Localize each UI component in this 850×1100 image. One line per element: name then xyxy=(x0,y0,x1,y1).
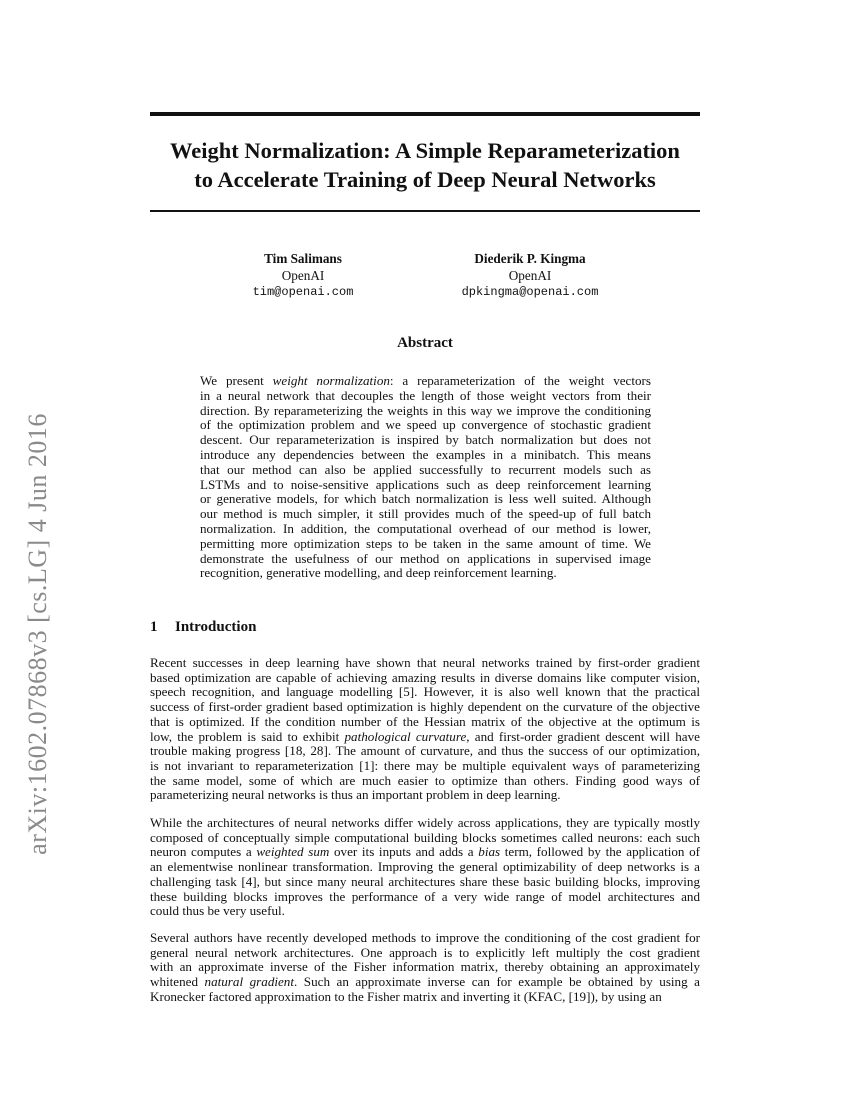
arxiv-stamp: arXiv:1602.07868v3 [cs.LG] 4 Jun 2016 xyxy=(23,413,52,855)
abstract-line: that our method can also be applied successfully to recurrent models such as xyxy=(200,461,651,477)
abstract-line: recognition, generative modelling, and deep reinforcement learning. xyxy=(200,565,557,581)
body-line: low, the problem is said to exhibit pathological curvature, and first-order gradient descent will have xyxy=(150,728,700,744)
abstract-line: our method is much simpler, it still provides much of the speed-up of full batch xyxy=(200,506,651,522)
emphasized-term: natural gradient xyxy=(204,974,294,990)
body-line: based optimization are capable of achieving amazing results in diverse domains like computer vision, xyxy=(150,669,700,685)
author-email: dpkingma@openai.com xyxy=(461,285,599,299)
emphasized-term: bias xyxy=(478,844,501,860)
body-line: parameterizing neural networks is thus an important problem in deep learning. xyxy=(150,787,561,803)
intro-paragraph-1 xyxy=(150,656,700,803)
intro-paragraph-2 xyxy=(150,816,700,919)
abstract-line: descent. Our reparameterization is inspired by batch normalization but does not xyxy=(200,432,651,448)
author-block-1 xyxy=(215,250,391,301)
paper-title xyxy=(150,136,700,194)
emphasized-term: weight normalization xyxy=(272,373,390,388)
body-line: Kronecker factored approximation to the Fisher matrix and inverting it (KFAC, [19]), by using an xyxy=(150,988,662,1004)
author-block-2 xyxy=(440,250,620,301)
abstract-line: We present weight normalization: a reparameterization of the weight vectors xyxy=(200,373,652,388)
body-line: general neural network architectures. One approach is to explicitly left multiply the cost gradient xyxy=(150,944,700,960)
body-line: trouble making progress [18, 28]. The amount of curvature, and thus the success of our optimization, xyxy=(150,743,700,759)
body-line: is not invariant to reparameterization [1]: there may be multiple equivalent ways of parameterizing xyxy=(150,757,700,773)
body-line: speech recognition, and language modelling [5]. However, it is also well known that the practical xyxy=(150,684,700,700)
body-line: that is optimized. If the condition number of the Hessian matrix of the objective at the optimum is xyxy=(150,713,700,729)
title-line-2: to Accelerate Training of Deep Neural Networks xyxy=(194,167,656,192)
body-line: whitened natural gradient. Such an approximate inverse can for example be obtained by using a xyxy=(150,974,700,990)
body-line: the same model, some of which are much easier to optimize than others. Finding good ways of xyxy=(150,772,700,788)
body-line: neuron computes a weighted sum over its inputs and adds a bias term, followed by the application of xyxy=(150,844,700,860)
abstract-heading: Abstract xyxy=(397,335,453,351)
body-line: challenging task [4], but since many neural architectures share these basic building blocks, improving xyxy=(150,873,700,889)
author-affiliation: OpenAI xyxy=(281,268,325,283)
author-name: Diederik P. Kingma xyxy=(474,251,586,266)
author-email: tim@openai.com xyxy=(252,285,354,299)
body-line: these building blocks improves the performance of a very wide range of model architectures and xyxy=(150,888,700,904)
abstract-line: demonstrate the usefulness of our method on applications in supervised image xyxy=(200,550,651,566)
abstract-line: direction. By reparameterizing the weights in this way we improve the conditioning xyxy=(200,402,651,418)
body-line: could thus be very useful. xyxy=(150,903,285,919)
section-title: Introduction xyxy=(175,619,257,635)
author-name: Tim Salimans xyxy=(264,251,342,266)
abstract-line: permitting more optimization steps to be taken in the same amount of time. We xyxy=(200,535,651,551)
body-line: with an approximate inverse of the Fisher information matrix, thereby obtaining an approximately xyxy=(150,959,700,975)
body-line: an elementwise nonlinear transformation. Improving the general optimizability of deep networks is a xyxy=(150,859,700,875)
abstract-line: of the optimization problem and we speed up convergence of stochastic gradient xyxy=(200,417,651,433)
title-top-rule xyxy=(150,112,700,116)
title-line-1: Weight Normalization: A Simple Reparameterization xyxy=(170,138,680,163)
body-line: Recent successes in deep learning have shown that neural networks trained by first-order gradient xyxy=(150,655,700,670)
emphasized-term: weighted sum xyxy=(256,844,330,860)
title-bottom-rule xyxy=(150,210,700,212)
body-line: While the architectures of neural networks differ widely across applications, they are typically mostly xyxy=(150,815,700,830)
emphasized-term: pathological curvature xyxy=(344,728,467,744)
abstract-line: or generative models, for which batch normalization is less well suited. Although xyxy=(200,491,651,507)
abstract-body xyxy=(200,374,651,581)
abstract-line: in a neural network that decouples the length of those weight vectors from their xyxy=(200,387,651,403)
abstract-line: normalization. In addition, the computational overhead of our method is lower, xyxy=(200,520,651,536)
body-line: composed of conceptually simple computational building blocks sometimes called neurons: each such xyxy=(150,829,700,845)
section-heading xyxy=(150,619,256,636)
intro-paragraph-3 xyxy=(150,931,700,1005)
body-line: Several authors have recently developed methods to improve the conditioning of the cost gradient for xyxy=(150,930,700,945)
body-line: success of first-order gradient based optimization is highly dependent on the curvature of the objective xyxy=(150,699,700,715)
author-affiliation: OpenAI xyxy=(508,268,552,283)
section-number: 1 xyxy=(150,619,158,635)
abstract-line: LSTMs and to noise-sensitive applications such as deep reinforcement learning xyxy=(200,476,651,492)
abstract-line: introduce any dependencies between the examples in a minibatch. This means xyxy=(200,446,651,462)
